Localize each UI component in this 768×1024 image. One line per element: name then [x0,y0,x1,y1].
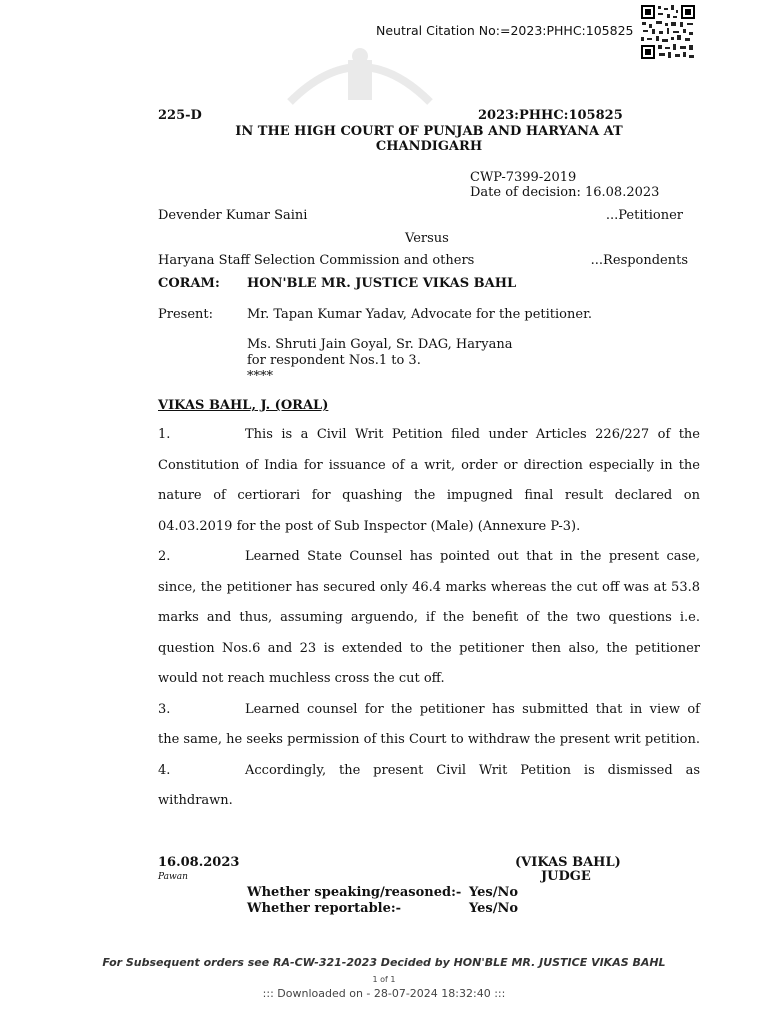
emblem-watermark [280,42,440,116]
qr-code [640,4,696,64]
paragraph-2 [158,542,700,695]
court-emblem-icon [280,42,440,112]
paragraph-4 [158,756,700,817]
paragraph-1 [158,420,700,542]
present-counsel-petitioner: Mr. Tapan Kumar Yadav, Advocate for the petitioner. [247,307,592,322]
paragraph-3-first-line: 3. Learned counsel for the petitioner has submitted that in view of [158,695,700,726]
paragraph-2-number: 2. [158,549,171,564]
clerk-name: Pawan [158,872,188,882]
order-date: 16.08.2023 [158,855,240,870]
judge-name: (VIKAS BAHL) [515,855,621,870]
present-label: Present: [158,307,213,322]
present-counsel-respondent-for: for respondent Nos.1 to 3. [247,353,421,368]
paragraph-1-text: Constitution of India for issuance of a writ, order or direction especially in the nature of certiorari for quashing the impugned final result declared on 04.03.2019 for the post of Sub Inspector (Male) (Annexure P-3). [158,457,700,534]
order-heading: VIKAS BAHL, J. (ORAL) [158,398,329,413]
paragraph-2-first-line: 2. Learned State Counsel has pointed out that in the present case, [158,542,700,573]
subsequent-orders-note: For Subsequent orders see RA-CW-321-2023 Decided by HON'BLE MR. JUSTICE VIKAS BAHL [102,956,666,969]
paragraph-3-text: the same, he seeks permission of this Court to withdraw the present writ petition. [158,732,700,747]
paragraph-1-first-line: 1. This is a Civil Writ Petition filed under Articles 226/227 of the [158,420,700,451]
present-stars: **** [247,369,273,384]
reportable-question: Whether reportable:- [247,901,402,916]
case-number: CWP-7399-2019 [470,170,577,185]
respondent-name: Haryana Staff Selection Commission and others [158,253,475,268]
paragraph-3-number: 3. [158,701,171,717]
speaking-answer: Yes/No [469,885,519,900]
paragraph-4-text: withdrawn. [158,793,233,808]
page-indicator: 1 of 1 [372,975,396,984]
decision-date: Date of decision: 16.08.2023 [470,185,660,200]
paragraph-3 [158,695,700,756]
neutral-citation: Neutral Citation No:=2023:PHHC:105825 [376,23,634,38]
reportable-answer: Yes/No [469,901,519,916]
present-counsel-respondent: Ms. Shruti Jain Goyal, Sr. DAG, Haryana [247,337,513,352]
petitioner-name: Devender Kumar Saini [158,208,308,223]
coram-label: CORAM: [158,276,220,291]
speaking-question: Whether speaking/reasoned:- [247,885,462,900]
court-title-line1: IN THE HIGH COURT OF PUNJAB AND HARYANA AT [235,124,623,139]
coram-judge: HON'BLE MR. JUSTICE VIKAS BAHL [247,276,517,291]
paragraph-4-number: 4. [158,762,171,778]
petitioner-role: ...Petitioner [605,208,683,223]
downloaded-stamp: ::: Downloaded on - 28-07-2024 18:32:40 ::: [262,987,506,1000]
paragraph-1-number: 1. [158,427,171,442]
court-title-line2: CHANDIGARH [375,139,483,154]
paragraph-2-text: since, the petitioner has secured only 46.4 marks whereas the cut off was at 53.8 marks and thus, assuming arguendo, if the benefit of the two questions i.e. question Nos.6 and 23 is extended to the petitioner then also, the petitioner would not reach muchless cross the cut off. [158,579,700,686]
judge-title: JUDGE [541,869,591,884]
qr-code-graphic [640,4,696,60]
order-body [158,420,700,817]
citation-short: 2023:PHHC:105825 [478,108,623,123]
paragraph-4-first-line: 4. Accordingly, the present Civil Writ Petition is dismissed as [158,756,700,787]
respondent-role: ...Respondents [590,253,688,268]
versus-label: Versus [405,231,449,246]
list-number: 225-D [158,108,202,123]
